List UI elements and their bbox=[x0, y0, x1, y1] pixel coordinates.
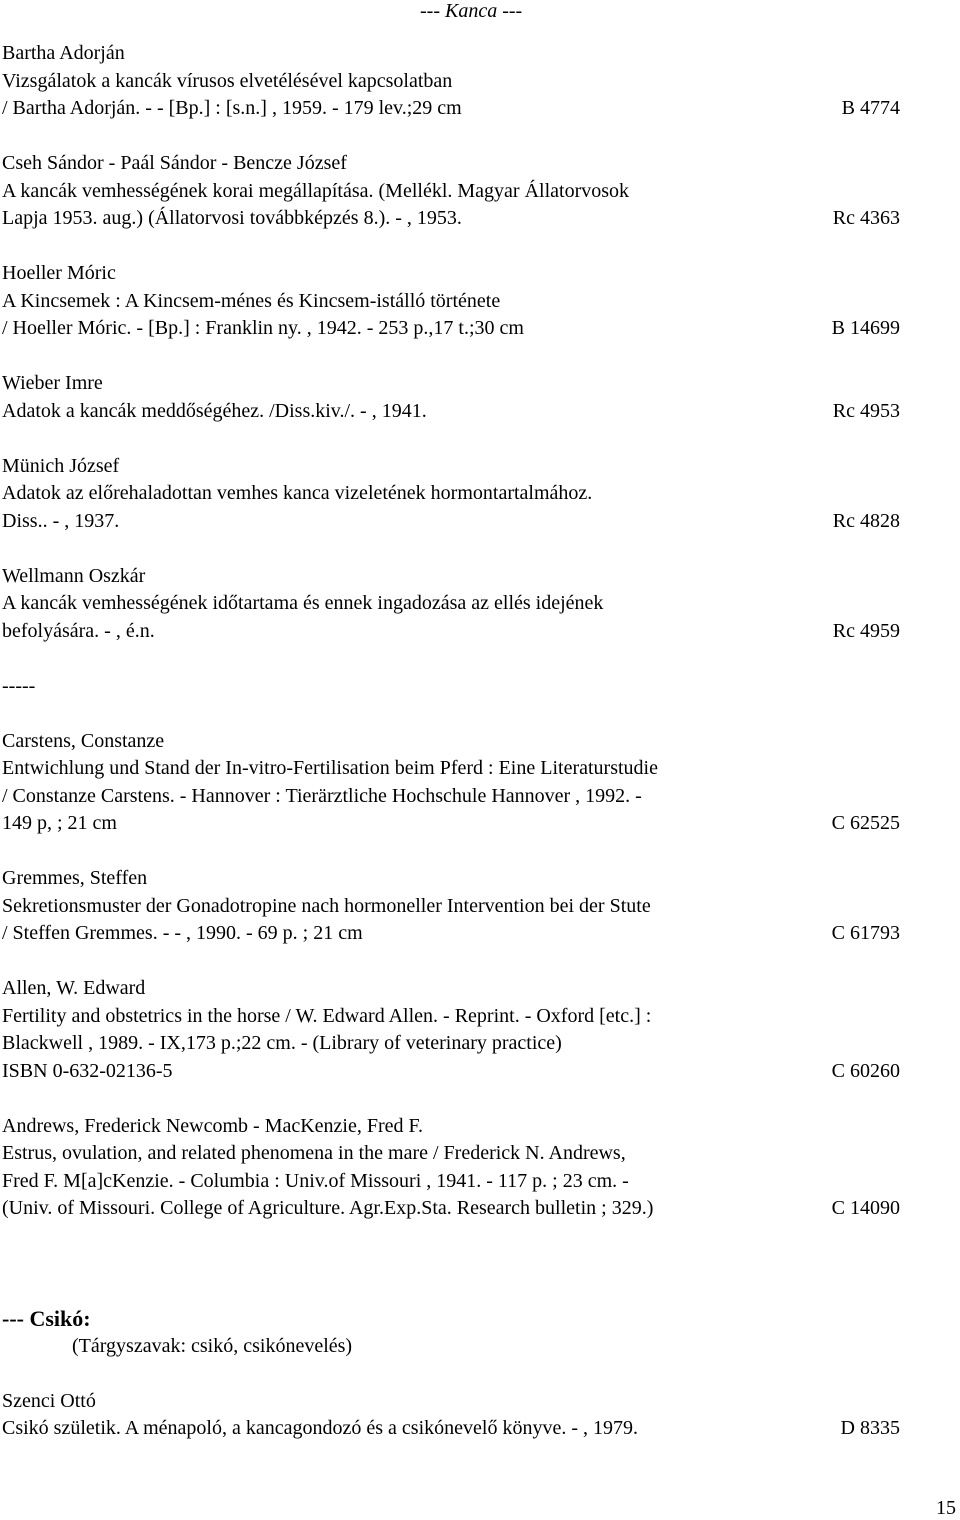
entry-author: Gremmes, Steffen bbox=[2, 867, 148, 889]
entry-author: Wieber Imre bbox=[2, 372, 103, 394]
entry-author: Carstens, Constanze bbox=[2, 729, 165, 752]
bibliography-entry bbox=[2, 1388, 922, 1443]
entry-title: A kancák vemhességének időtartama és ennek ingadozása az ellés idejének bbox=[2, 592, 604, 614]
bibliography-entry bbox=[2, 563, 922, 646]
bibliography-entry bbox=[2, 1113, 922, 1223]
entry-imprint: Diss.. - , 1937. bbox=[2, 509, 120, 532]
call-number: Rc 4363 bbox=[832, 207, 900, 229]
page-header: --- Kanca --- bbox=[420, 0, 523, 22]
page-number: 15 bbox=[936, 1497, 956, 1519]
bibliography-entry bbox=[2, 260, 922, 343]
entry-author: Wellmann Oszkár bbox=[2, 564, 146, 587]
call-number: C 14090 bbox=[831, 1197, 900, 1219]
bibliography-entry bbox=[2, 40, 922, 123]
call-number: C 62525 bbox=[831, 812, 900, 834]
bibliography-entry bbox=[2, 453, 922, 536]
bibliography-entry bbox=[2, 150, 922, 233]
bibliography-entry bbox=[2, 975, 922, 1085]
entry-author: Hoeller Móric bbox=[2, 262, 116, 284]
entry-imprint: / Hoeller Móric. - [Bp.] : Franklin ny. , 1942. - 253 p.,17 t.;30 cm bbox=[2, 317, 524, 339]
call-number: D 8335 bbox=[840, 1417, 900, 1439]
entry-title: Adatok az előrehaladottan vemhes kanca vizeletének hormontartalmához. bbox=[2, 482, 593, 504]
entry-title: Estrus, ovulation, and related phenomena in the mare / Frederick N. Andrews, bbox=[2, 1142, 626, 1164]
call-number: C 60260 bbox=[831, 1059, 900, 1082]
call-number: Rc 4959 bbox=[832, 619, 900, 642]
call-number: Rc 4828 bbox=[832, 509, 900, 532]
entry-title: Csikó születik. A ménapoló, a kancagondozó és a csikónevelő könyve. - , 1979. bbox=[2, 1417, 638, 1439]
entry-title: Sekretionsmuster der Gonadotropine nach hormoneller Intervention bei der Stute bbox=[2, 894, 651, 917]
bibliography-entry bbox=[2, 865, 922, 948]
entry-title: A kancák vemhességének korai megállapítása. (Mellékl. Magyar Állatorvosok bbox=[2, 179, 630, 202]
entry-imprint: / Bartha Adorján. - - [Bp.] : [s.n.] , 1959. - 179 lev.;29 cm bbox=[2, 97, 462, 119]
bibliography-list bbox=[2, 40, 922, 1443]
entry-author: Münich József bbox=[2, 454, 120, 477]
entry-collation: 149 p, ; 21 cm bbox=[2, 812, 117, 834]
call-number: B 14699 bbox=[831, 317, 900, 339]
separator: ----- bbox=[2, 674, 36, 697]
bibliography-entry bbox=[2, 370, 922, 425]
entry-author: Szenci Ottó bbox=[2, 1389, 96, 1412]
entry-isbn: ISBN 0-632-02136-5 bbox=[2, 1059, 173, 1082]
entry-title: Adatok a kancák meddőségéhez. /Diss.kiv./. - , 1941. bbox=[2, 399, 427, 422]
entry-imprint: Blackwell , 1989. - IX,173 p.;22 cm. - (Library of veterinary practice) bbox=[2, 1032, 562, 1054]
entry-author: Cseh Sándor - Paál Sándor - Bencze József bbox=[2, 152, 347, 174]
entry-imprint: Lapja 1953. aug.) (Állatorvosi továbbképzés 8.). - , 1953. bbox=[2, 207, 462, 229]
bibliography-entry bbox=[2, 728, 922, 838]
entry-imprint: / Steffen Gremmes. - - , 1990. - 69 p. ; 21 cm bbox=[2, 922, 363, 944]
call-number: Rc 4953 bbox=[832, 399, 900, 422]
entry-title: A Kincsemek : A Kincsem-ménes és Kincsem-istálló története bbox=[2, 289, 501, 312]
entry-imprint: / Constanze Carstens. - Hannover : Tierärztliche Hochschule Hannover , 1992. - bbox=[2, 784, 642, 807]
section-heading: --- Csikó: bbox=[2, 1305, 91, 1331]
call-number: B 4774 bbox=[841, 97, 900, 119]
entry-title: Vizsgálatok a kancák vírusos elvetélésével kapcsolatban bbox=[2, 69, 453, 92]
entry-title: Fertility and obstetrics in the horse / W. Edward Allen. - Reprint. - Oxford [etc.] : bbox=[2, 1004, 652, 1027]
entry-imprint: Fred F. M[a]cKenzie. - Columbia : Univ.of Missouri , 1941. - 117 p. ; 23 cm. - bbox=[2, 1169, 629, 1192]
call-number: C 61793 bbox=[831, 922, 900, 944]
entry-author: Bartha Adorján bbox=[2, 42, 125, 64]
section-subject: (Tárgyszavak: csikó, csikónevelés) bbox=[72, 1334, 353, 1357]
entry-author: Andrews, Frederick Newcomb - MacKenzie, Fred F. bbox=[2, 1114, 424, 1137]
entry-title: Entwichlung und Stand der In-vitro-Fertilisation beim Pferd : Eine Literaturstudie bbox=[2, 757, 658, 779]
entry-author: Allen, W. Edward bbox=[2, 977, 146, 999]
entry-imprint: befolyására. - , é.n. bbox=[2, 619, 155, 642]
entry-series: (Univ. of Missouri. College of Agriculture. Agr.Exp.Sta. Research bulletin ; 329.) bbox=[2, 1197, 654, 1219]
